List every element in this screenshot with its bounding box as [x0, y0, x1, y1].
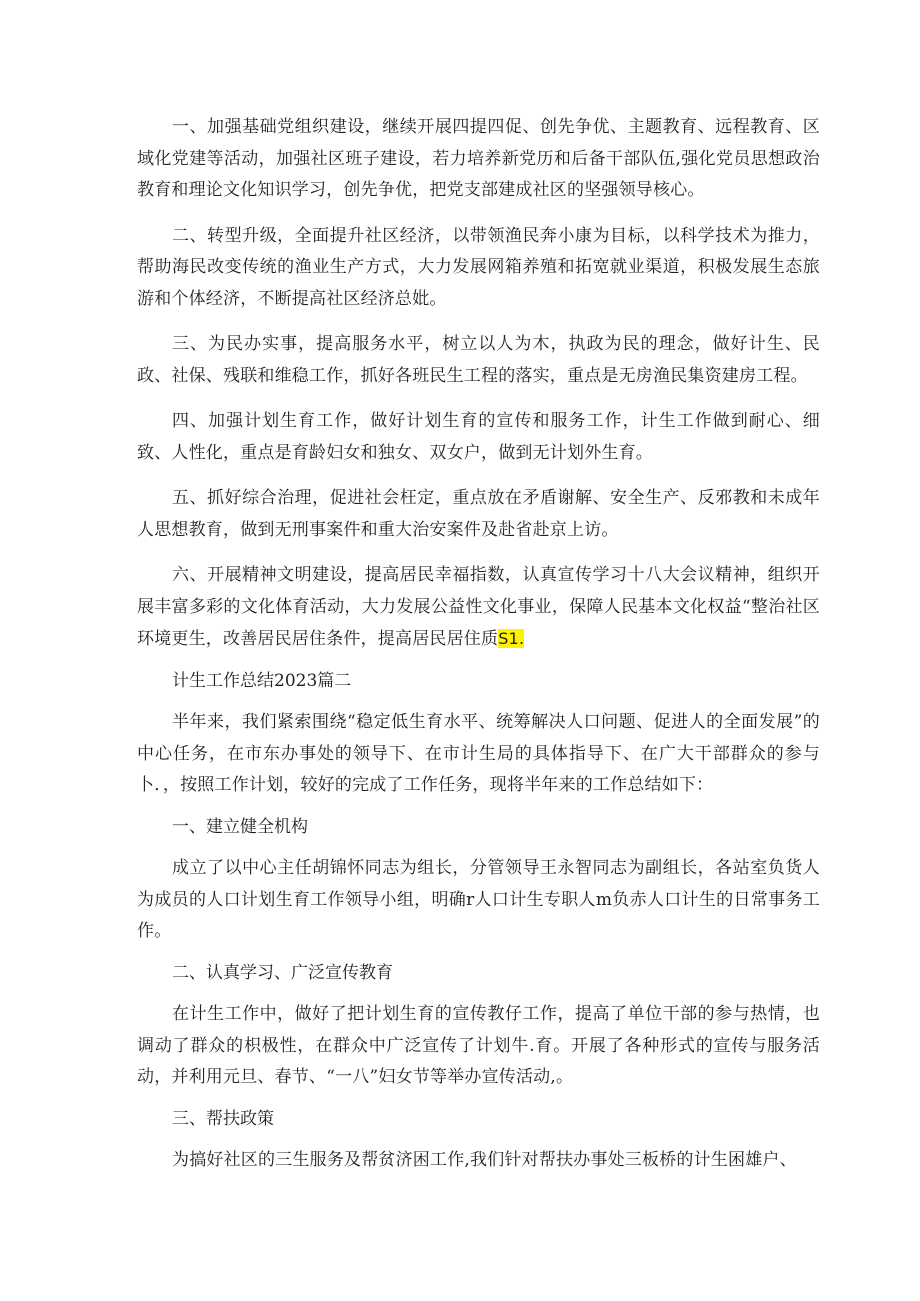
- paragraph-7: 半年来，我们紧索围绕“稳定低生育水平、统筹解决人口问题、促进人的全面发展”的中心任务，在市东办事处的领导下、在市计生局的具体指导下、在广大干部群众的参与卜．，按照工作计划，较好的完成了工作任务，现将半年来的工作总结如下：: [137, 712, 820, 795]
- spacer: [137, 1135, 820, 1145]
- heading-3: 三、帮扶政策: [172, 1108, 274, 1129]
- spacer: [137, 469, 820, 483]
- heading-2: 二、认真学习、广泛宣传教育: [172, 962, 393, 983]
- paragraph-8: 成立了以中心主任胡锦怀同志为组长，分管领导王永智同志为副组长，各站室负货人为成员的人口计划生育工作领导小组，明确r人口计生专职人m负赤人口计生的日常事务工作。: [137, 858, 820, 941]
- spacer: [137, 546, 820, 560]
- heading-1: 一、建立健全机构: [172, 816, 308, 837]
- paragraph-10: 为搞好社区的三生服务及帮贫济困工作,我们针对帮扶办事处三板桥的计生困雄户、: [172, 1150, 797, 1170]
- paragraph-2: 二、转型升级，全面提升社区经济，以带领渔民奔小康为目标，以科学技术为推力，帮助海民改变传统的渔业生产方式，大力发展网箱养殖和拓宽就业渠道，积极发展生态旅游和个体经济，不断提高社区经济总妣。: [137, 225, 820, 309]
- spacer: [137, 315, 820, 329]
- spacer: [137, 1094, 820, 1104]
- spacer: [137, 656, 820, 666]
- spacer: [137, 697, 820, 707]
- paragraph-1: 一、加强基础党组织建设，继续开展四提四促、创先争优、主题教育、远程教育、区域化党建等活动，加强社区班子建设，若力培养新党历和后备干部队伍,强化党员思想政治教育和理论文化知识学习，创先争优，把党支部建成社区的坚强领导核心。: [137, 117, 820, 200]
- section-title: 计生工作总结2023篇二: [172, 670, 352, 691]
- paragraph-9: 在计生工作中，做好了把计划生育的宣传教仔工作，提高了单位干部的参与热情，也调动了群众的枳极性，在群众中广泛宣传了计划牛.育。开展了各种形式的宣传与服务活动，并利用元旦、春节、“一八”妇女节等举办宣传活动,。: [137, 1004, 820, 1087]
- spacer: [137, 802, 820, 812]
- paragraph-3: 三、为民办实事，提高服务水平，树立以人为木，执政为民的理念，做好计生、民政、社保、残联和维稳工作，抓好各班民生工程的落实，重点是无房渔民集资建房工程。: [137, 334, 820, 386]
- paragraph-4: 四、加强计划生育工作，做好计划生育的宣传和服务工作，计生工作做到耐心、细致、人性化，重点是育龄妇女和独女、双女户，做到无计划外生育。: [137, 411, 820, 463]
- paragraph-6-text: 六、开展精神文明建设，提高居民幸福指数，认真宣传学习十八大会议精神，组织开展丰富多彩的文化体育活动，大力发展公益性文化事业，保障人民基本文化权益“整治社区环境更生，改善居民居住条件，提高居民居住质: [137, 565, 820, 649]
- spacer: [137, 843, 820, 853]
- spacer: [137, 207, 820, 221]
- spacer: [137, 989, 820, 999]
- spacer: [137, 948, 820, 958]
- spacer: [137, 392, 820, 406]
- paragraph-6: [137, 560, 820, 656]
- highlighted-text: S1.: [498, 629, 525, 648]
- paragraph-5: 五、抓好综合治理，促进社会枉定，重点放在矛盾谢解、安全生产、反邪教和未成年人思想教育，做到无刑事案件和重大治安案件及赴省赴京上访。: [137, 488, 820, 540]
